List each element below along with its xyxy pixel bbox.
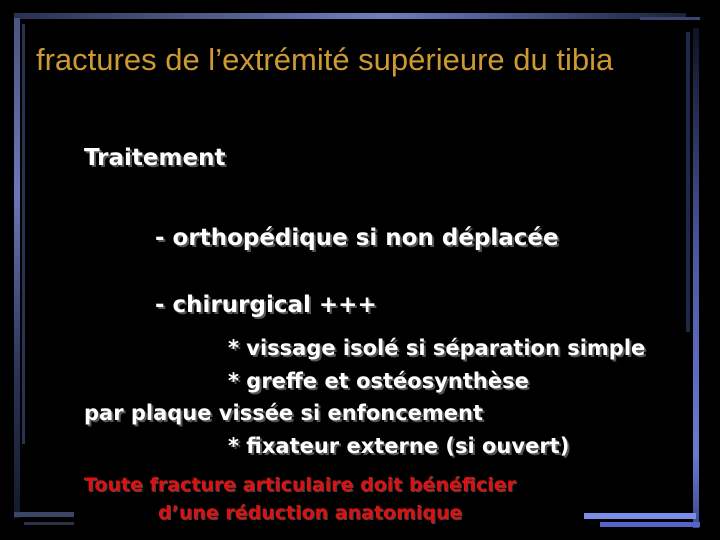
frame-bar-right-accent xyxy=(686,32,690,332)
frame-bar-left xyxy=(14,18,20,518)
bullet-orthopedic: - orthopédique si non déplacée xyxy=(155,225,559,251)
bullet-surgical: - chirurgical +++ xyxy=(155,292,377,318)
frame-bar-left-accent xyxy=(22,24,25,444)
sub-item-plate: par plaque vissée si enfoncement xyxy=(84,401,484,425)
note-line-1: Toute fracture articulaire doit bénéficier xyxy=(84,474,516,496)
frame-bar-top xyxy=(14,13,686,19)
slide-title: fractures de l’extrémité supérieure du tibia xyxy=(36,42,614,77)
frame-bar-top-accent xyxy=(640,17,700,20)
sub-item-fixator: * fixateur externe (si ouvert) xyxy=(228,434,570,458)
frame-bar-bottom-left-accent xyxy=(24,522,74,525)
sub-item-screw: * vissage isolé si séparation simple xyxy=(228,336,646,360)
sub-item-graft: * greffe et ostéosynthèse xyxy=(228,369,529,393)
frame-bar-bottom-left xyxy=(14,512,74,517)
note-line-2: d’une réduction anatomique xyxy=(158,502,463,524)
section-heading: Traitement xyxy=(84,145,226,171)
frame-bar-right xyxy=(693,28,699,528)
frame-bar-bottom-right-accent xyxy=(600,522,700,527)
frame-bar-bottom-right xyxy=(584,513,696,519)
